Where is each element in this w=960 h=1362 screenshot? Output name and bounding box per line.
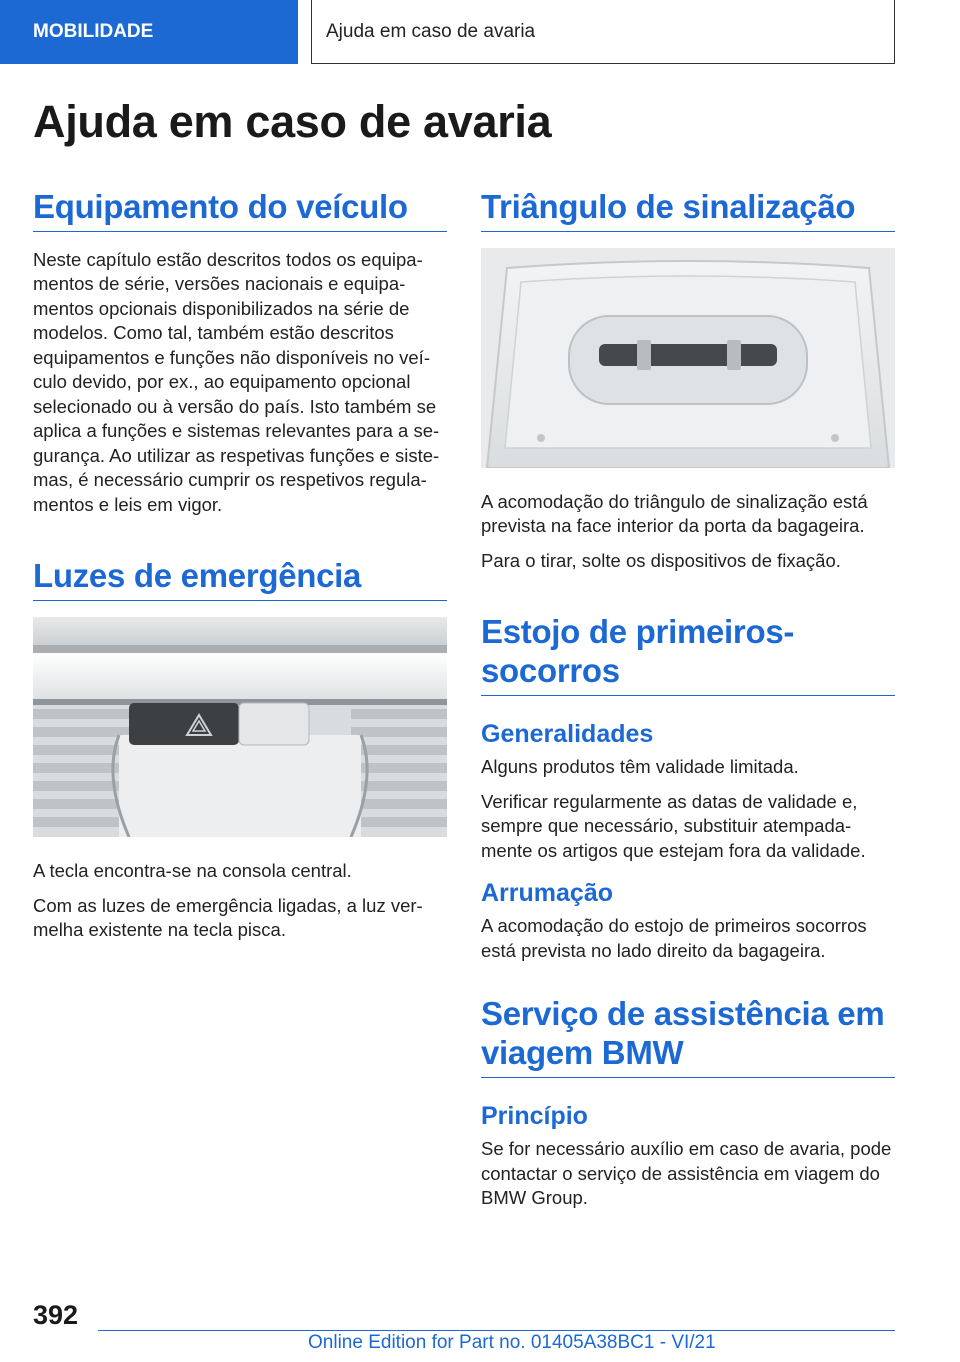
paragraph-equipamento: Neste capítulo estão descritos todos os equipa‐ mentos de série, versões nacionais e equipa‐ mentos opcionais disponibilizados na série de modelos. Como tal, também estão descritos equipamentos e funções não disponíveis no veí‐ culo devido, por ex., ao equipamento opcional selecionado ou à versão do país. Isto também se aplica a funções e sistemas relevantes para a se‐ gurança. Ao utilizar as respetivas funções e siste‐ mas, é necessário cumprir os respetivos regula‐ mentos e leis em vigor.: [33, 248, 440, 515]
page-number: 392: [33, 1300, 79, 1330]
paragraph-luzes-1: A tecla encontra-se na consola central.: [33, 860, 352, 882]
edition-note: Online Edition for Part no. 01405A38BC1 - VI/21: [308, 1332, 716, 1353]
paragraph-generalidades-1: Alguns produtos têm validade limitada.: [481, 756, 799, 778]
footer-divider: [98, 1330, 895, 1331]
paragraph-triangulo-1: A acomodação do triângulo de sinalização está prevista na face interior da porta da bagageira.: [481, 490, 868, 537]
chapter-label: Ajuda em caso de avaria: [326, 20, 536, 42]
paragraph-generalidades-2: Verificar regularmente as datas de validade e, sempre que necessário, substituir atempada‐ mente os artigos que estejam fora da validade.: [481, 790, 866, 861]
heading-servico: Serviço de assistência em viagem BMW: [481, 995, 895, 1078]
heading-equipamento: Equipamento do veículo: [33, 188, 447, 232]
section-label: MOBILIDADE: [33, 21, 154, 42]
right-column: [481, 188, 895, 1221]
heading-arrumacao: Arrumação: [481, 879, 613, 908]
left-column: [33, 188, 447, 953]
heading-triangulo: Triângulo de sinalização: [481, 188, 895, 232]
heading-estojo: Estojo de primeiros- socorros: [481, 613, 895, 696]
section-tab: [0, 0, 298, 64]
heading-principio: Princípio: [481, 1102, 588, 1131]
heading-luzes: Luzes de emergência: [33, 557, 447, 601]
heading-generalidades: Generalidades: [481, 720, 654, 749]
paragraph-luzes-2: Com as luzes de emergência ligadas, a luz ver‐ melha existente na tecla pisca.: [33, 894, 423, 941]
paragraph-triangulo-2: Para o tirar, solte os dispositivos de fixação.: [481, 549, 841, 571]
paragraph-principio: Se for necessário auxílio em caso de avaria, pode contactar o serviço de assistência em viagem do BMW Group.: [481, 1138, 892, 1209]
chapter-tab: [311, 0, 895, 64]
page-title: Ajuda em caso de avaria: [33, 96, 552, 147]
trunk-lid-triangle-image: [481, 248, 895, 468]
hazard-switch-image: [33, 617, 447, 837]
paragraph-arrumacao: A acomodação do estojo de primeiros socorros está prevista no lado direito da bagageira.: [481, 915, 867, 961]
